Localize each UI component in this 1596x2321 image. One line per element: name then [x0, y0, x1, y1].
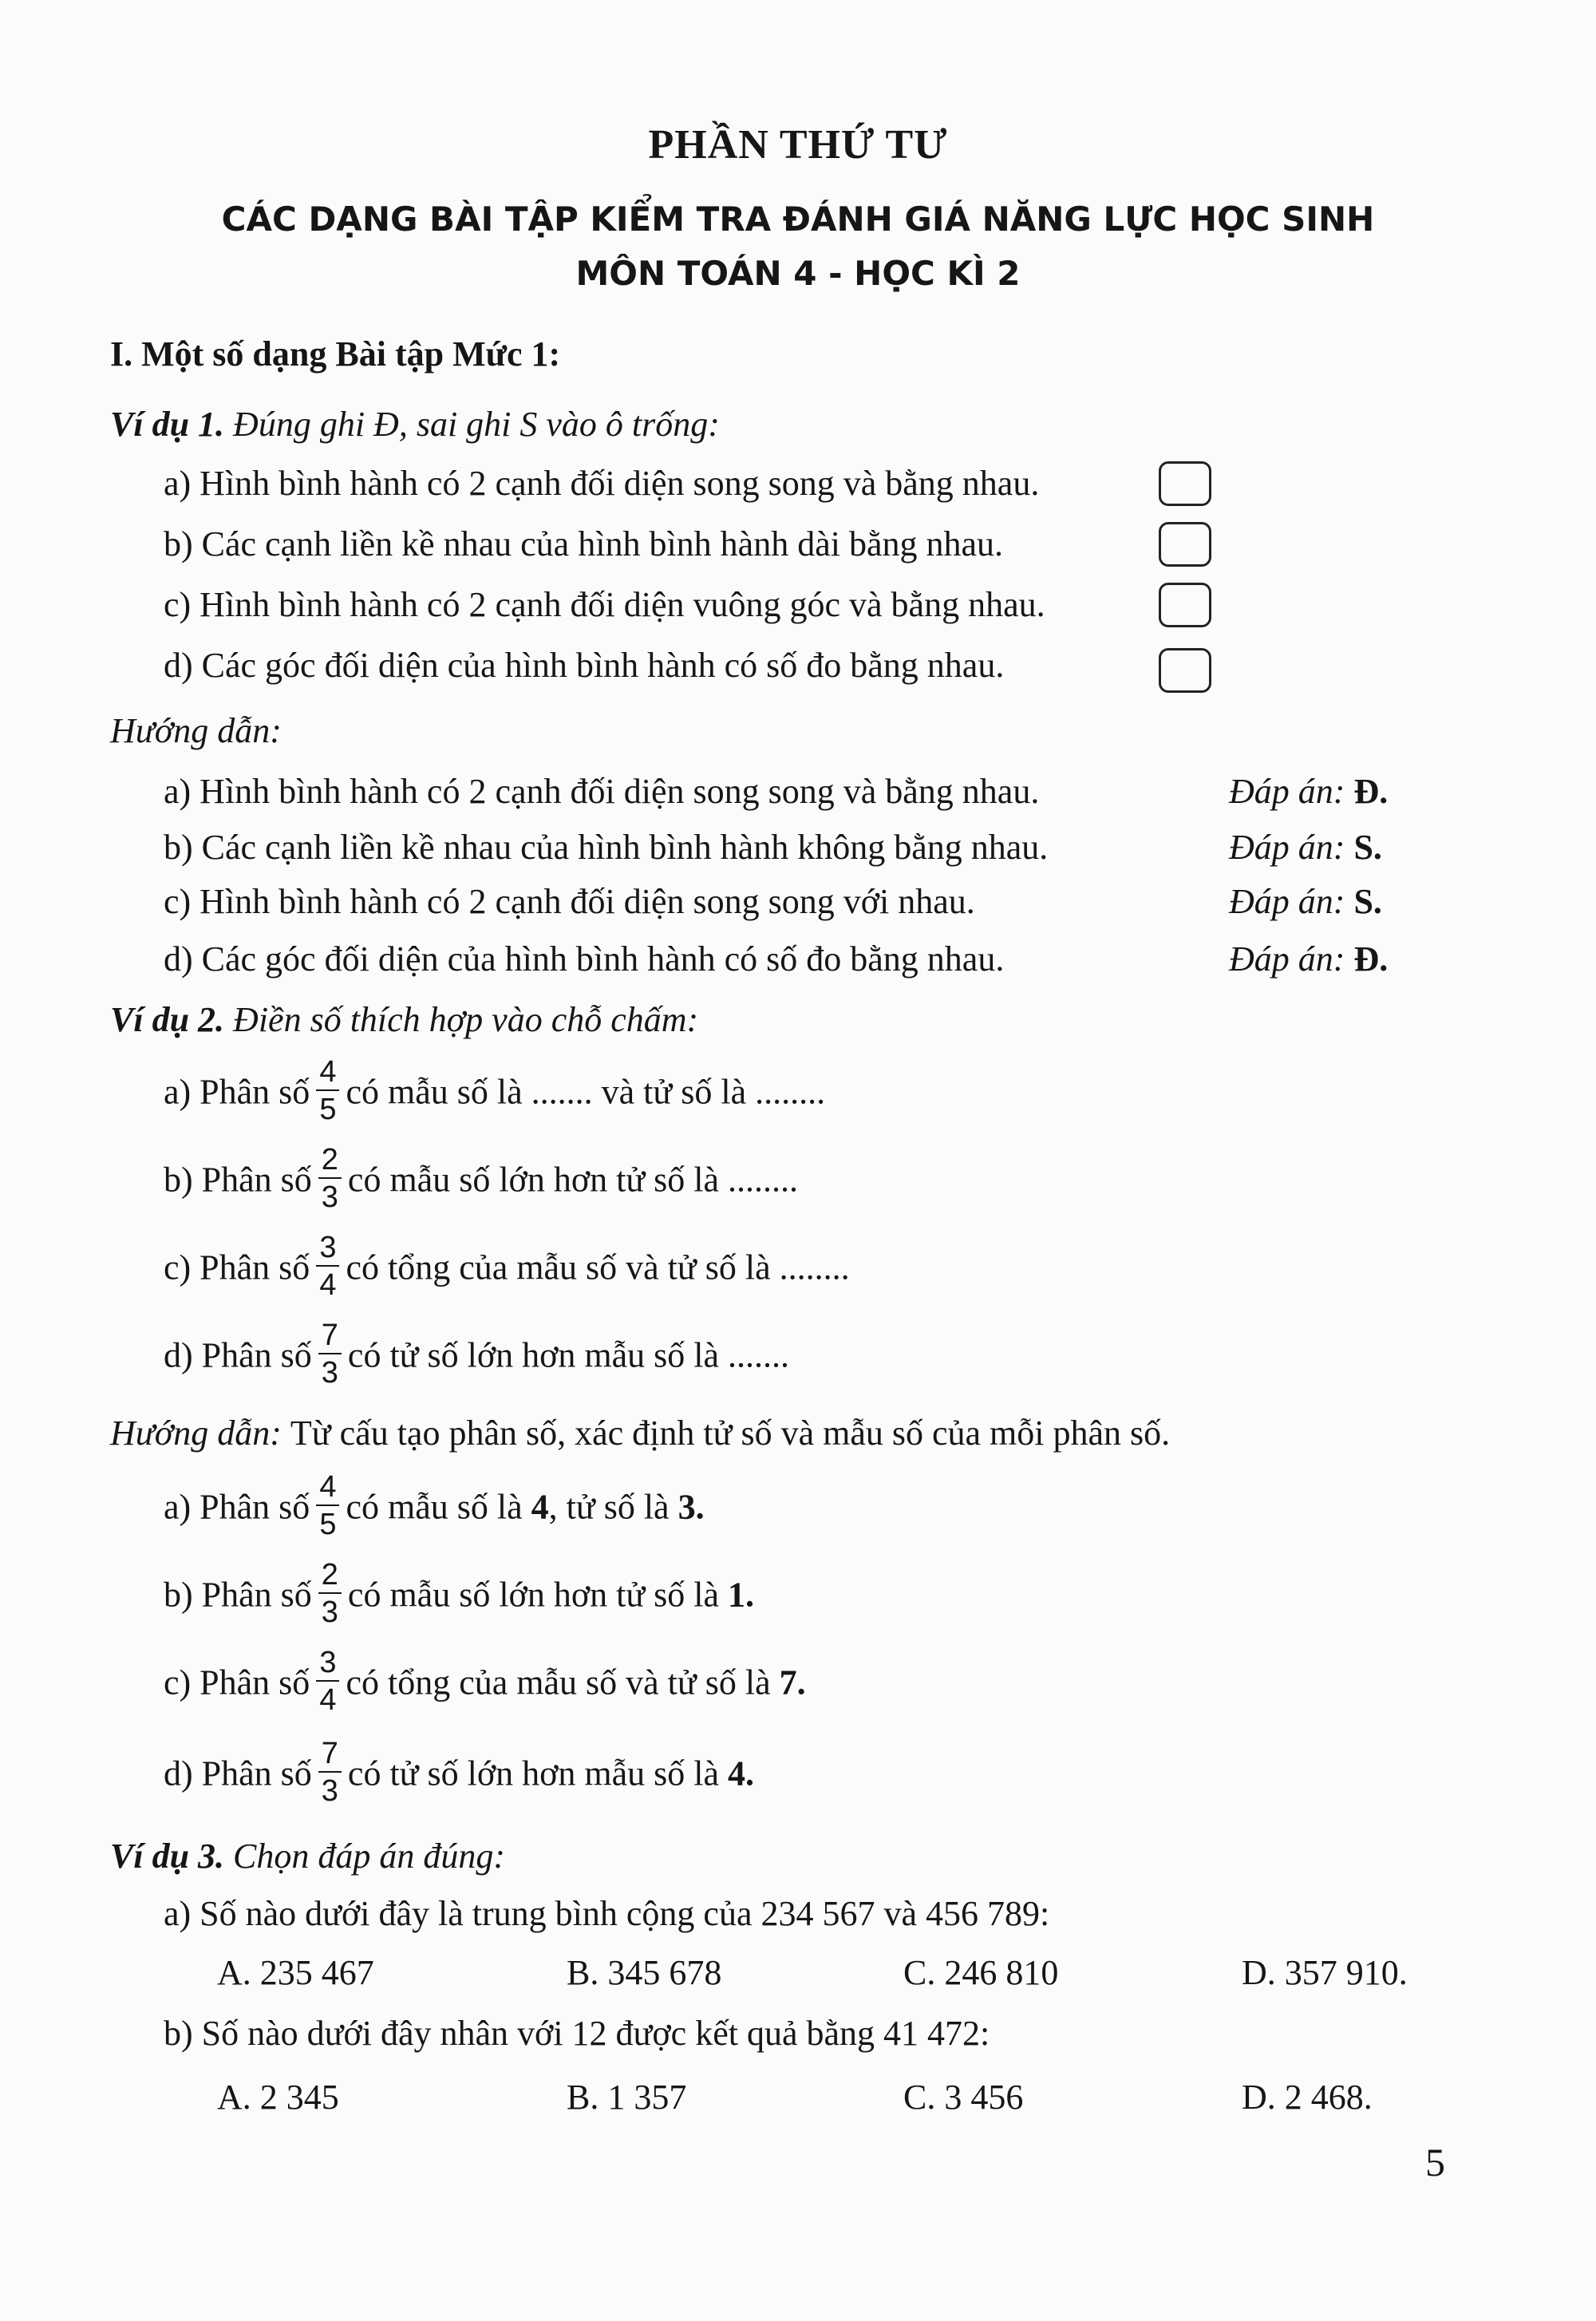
- option-b-A[interactable]: A. 2 345: [217, 2078, 339, 2117]
- option-b-D[interactable]: D. 2 468.: [1242, 2078, 1373, 2117]
- guide-1-item-c: c) Hình bình hành có 2 cạnh đối diện song song với nhau.: [164, 882, 975, 921]
- fraction: $\frac{4}{5}$: [316, 1472, 339, 1540]
- fraction: $\frac{7}{3}$: [318, 1320, 342, 1388]
- example-2-item-a: a) Phân số $\frac{4}{5}$ có mẫu số là ....... và tử số là ........: [164, 1055, 826, 1126]
- part-title: PHẦN THỨ TƯ: [648, 122, 948, 168]
- example-3-label: Ví dụ 3.: [110, 1837, 225, 1876]
- subtitle-line-2: MÔN TOÁN 4 - HỌC KÌ 2: [575, 254, 1021, 293]
- example-3-question-b: b) Số nào dưới đây nhân với 12 được kết quả bằng 41 472:: [164, 2014, 990, 2053]
- guide-1-item-b: b) Các cạnh liền kề nhau của hình bình hành không bằng nhau.: [164, 828, 1049, 867]
- example-2-item-b: b) Phân số $\frac{2}{3}$ có mẫu số lớn hơn tử số là ........: [164, 1143, 799, 1214]
- guide-1-item-a: a) Hình bình hành có 2 cạnh đối diện song song và bằng nhau.: [164, 772, 1040, 811]
- answer-box-c[interactable]: [1159, 583, 1211, 627]
- example-1-item-d: d) Các góc đối diện của hình bình hành có số đo bằng nhau.: [164, 646, 1005, 685]
- fraction: $\frac{2}{3}$: [318, 1145, 342, 1212]
- example-1-label: Ví dụ 1.: [110, 405, 225, 444]
- answer-box-d[interactable]: [1159, 648, 1211, 693]
- subtitle-line-1: CÁC DẠNG BÀI TẬP KIỂM TRA ĐÁNH GIÁ NĂNG LỰC HỌC SINH: [221, 200, 1375, 239]
- section-title: I. Một số dạng Bài tập Mức 1:: [110, 334, 561, 374]
- guide-2-item-a: a) Phân số $\frac{4}{5}$ có mẫu số là 4, tử số là 3.: [164, 1470, 705, 1541]
- fraction: $\frac{7}{3}$: [318, 1738, 342, 1806]
- fraction: $\frac{4}{5}$: [316, 1057, 339, 1125]
- guide-1-item-d: d) Các góc đối diện của hình bình hành có số đo bằng nhau.: [164, 939, 1005, 979]
- fraction: $\frac{3}{4}$: [316, 1232, 339, 1300]
- fraction: $\frac{2}{3}$: [318, 1560, 342, 1627]
- example-2-instruction: Điền số thích hợp vào chỗ chấm:: [233, 1000, 699, 1039]
- example-2-label: Ví dụ 2.: [110, 1000, 225, 1039]
- example-1-item-c: c) Hình bình hành có 2 cạnh đối diện vuông góc và bằng nhau.: [164, 585, 1045, 624]
- example-1-instruction: Đúng ghi Đ, sai ghi S vào ô trống:: [233, 405, 720, 444]
- option-a-A[interactable]: A. 235 467: [217, 1953, 374, 1992]
- fraction: $\frac{3}{4}$: [316, 1647, 339, 1715]
- guide-2-item-b: b) Phân số $\frac{2}{3}$ có mẫu số lớn hơn tử số là 1.: [164, 1558, 755, 1629]
- option-a-C[interactable]: C. 246 810: [903, 1953, 1059, 1992]
- example-2-item-d: d) Phân số $\frac{7}{3}$ có tử số lớn hơn mẫu số là .......: [164, 1319, 790, 1390]
- example-1-guide-label: Hướng dẫn:: [110, 711, 282, 750]
- guide-1-answer-d: Đáp án: Đ.: [1229, 939, 1389, 979]
- guide-1-answer-a: Đáp án: Đ.: [1229, 772, 1389, 811]
- option-a-B[interactable]: B. 345 678: [567, 1953, 722, 1992]
- example-2-heading: [110, 1002, 698, 1038]
- page-number: 5: [1425, 2140, 1445, 2185]
- guide-2-item-d: d) Phân số $\frac{7}{3}$ có tử số lớn hơn mẫu số là 4.: [164, 1737, 755, 1808]
- guide-1-answer-b: Đáp án: S.: [1229, 828, 1382, 867]
- example-1-heading: [110, 407, 720, 442]
- option-a-D[interactable]: D. 357 910.: [1242, 1953, 1408, 1992]
- guide-2-item-c: c) Phân số $\frac{3}{4}$ có tổng của mẫu số và tử số là 7.: [164, 1646, 806, 1717]
- option-b-C[interactable]: C. 3 456: [903, 2078, 1024, 2117]
- guide-1-answer-c: Đáp án: S.: [1229, 882, 1382, 921]
- example-3-heading: [110, 1839, 505, 1874]
- answer-box-b[interactable]: [1159, 522, 1211, 567]
- example-2-guide: Hướng dẫn: Từ cấu tạo phân số, xác định tử số và mẫu số của mỗi phân số.: [110, 1414, 1171, 1453]
- example-2-item-c: c) Phân số $\frac{3}{4}$ có tổng của mẫu số và tử số là ........: [164, 1231, 850, 1302]
- example-1-item-a: a) Hình bình hành có 2 cạnh đối diện song song và bằng nhau.: [164, 464, 1040, 503]
- answer-box-a[interactable]: [1159, 461, 1211, 506]
- example-3-question-a: a) Số nào dưới đây là trung bình cộng của 234 567 và 456 789:: [164, 1894, 1050, 1933]
- example-1-item-b: b) Các cạnh liền kề nhau của hình bình hành dài bằng nhau.: [164, 524, 1004, 563]
- option-b-B[interactable]: B. 1 357: [567, 2078, 687, 2117]
- example-3-instruction: Chọn đáp án đúng:: [233, 1837, 506, 1876]
